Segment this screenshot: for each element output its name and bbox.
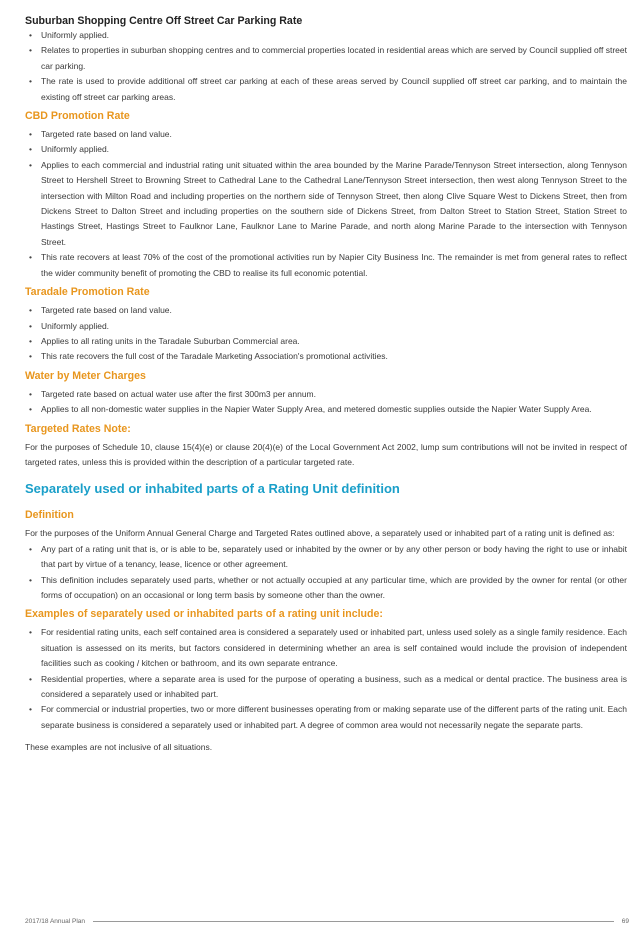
water-heading: Water by Meter Charges	[25, 369, 146, 382]
definition-heading: Definition	[25, 509, 74, 522]
suburban-list	[25, 28, 627, 105]
list-item: • This definition includes separately used parts, whether or not actually occupied at any particular time, which are provided by the owner for rental (or other forms of occupation) on an occasional or long term basis by someone other than the owner.	[25, 573, 627, 604]
list-item: • Uniformly applied.	[25, 319, 627, 334]
list-item: • Relates to properties in suburban shopping centres and to commercial properties located in residential areas which are served by Council supplied off street car parking.	[25, 43, 627, 74]
water-list	[25, 387, 627, 418]
list-item: • Uniformly applied.	[25, 142, 627, 157]
list-item: • Any part of a rating unit that is, or is able to be, separately used or inhabited by the owner or by any other person or body having the right to use or inhabit that part by virtue of a tenancy, lease, licence or other agreement.	[25, 542, 627, 573]
list-item: • This rate recovers the full cost of the Taradale Marketing Association's promotional activities.	[25, 349, 627, 364]
document-page	[25, 14, 627, 756]
list-item: • Targeted rate based on actual water use after the first 300m3 per annum.	[25, 387, 627, 402]
definition-intro: For the purposes of the Uniform Annual General Charge and Targeted Rates outlined above, a separately used or inhabited part of a rating unit is defined as:	[25, 528, 615, 539]
definition-list	[25, 542, 627, 604]
examples-heading: Examples of separately used or inhabited parts of a rating unit include:	[25, 608, 383, 621]
list-item: • Applies to all rating units in the Taradale Suburban Commercial area.	[25, 334, 627, 349]
taradale-list	[25, 303, 627, 365]
footer-rule	[93, 921, 614, 922]
section-title: Separately used or inhabited parts of a Rating Unit definition	[25, 481, 400, 497]
cbd-list	[25, 127, 627, 281]
list-item: • Applies to all non-domestic water supplies in the Napier Water Supply Area, and metered domestic supplies outside the Napier Water Supply Area.	[25, 402, 627, 417]
targeted-rates-note-text: For the purposes of Schedule 10, clause 15(4)(e) or clause 20(4)(e) of the Local Government Act 2002, lump sum contributions will not be invited in respect of targeted rates, unless this is provided within the description of a particular targeted rate.	[25, 441, 627, 467]
targeted-rates-note-heading: Targeted Rates Note:	[25, 422, 131, 435]
list-item: • This rate recovers at least 70% of the cost of the promotional activities run by Napier City Business Inc. The remainder is met from general rates to reflect the wider community benefit of promoting the CBD to realise its full economic potential.	[25, 250, 627, 281]
examples-closing: These examples are not inclusive of all situations.	[25, 742, 213, 753]
cbd-heading: CBD Promotion Rate	[25, 110, 130, 123]
page-footer	[25, 915, 629, 927]
examples-list	[25, 625, 627, 733]
page-number: 69	[621, 917, 629, 925]
list-item: • For commercial or industrial properties, two or more different businesses operating from or making separate use of the different parts of the rating unit. Each separate business is considered a separately used or inhabited part. A degree of common area would not necessarily negate the separate parts.	[25, 702, 627, 733]
list-item: • For residential rating units, each self contained area is considered a separately used or inhabited part, unless used solely as a single family residence. Each situation is assessed on its merits, but factors considered in determining whether an area is self contained would include the provision of independent facilities such as cooking / kitchen or bathroom, and its own separate entrance.	[25, 625, 627, 671]
taradale-heading: Taradale Promotion Rate	[25, 286, 150, 299]
footer-document-title: 2017/18 Annual Plan	[25, 917, 85, 925]
list-item: • Uniformly applied.	[25, 28, 627, 43]
list-item: • Residential properties, where a separate area is used for the purpose of operating a business, such as a medical or dental practice. The business area is considered a separately used or inhabited part.	[25, 672, 627, 703]
list-item: • Targeted rate based on land value.	[25, 127, 627, 142]
list-item: • The rate is used to provide additional off street car parking at each of these areas served by Council supplied off street car parking, and to maintain the existing off street car parking areas.	[25, 74, 627, 105]
list-item: • Applies to each commercial and industrial rating unit situated within the area bounded by the Marine Parade/Tennyson Street intersection, along Tennyson Street to Hershell Street to Browning Street to Cathedral Lane to the Cathedral Lane/Tennyson Street intersection, then west along Tennyson Street to the intersection with Milton Road and including properties on the northern side of Tennyson Street, then along Clive Square West to Dickens Street, then from Dickens Street to Dalton Street and including properties on the southern side of Dickens Street, from Dalton Street to Station Street, Station Street to Hastings Street, Hastings Street to Faulknor Lane, Faulknor Lane to Marine Parade, and north along Marine Parade to the intersection with Tennyson Street.	[25, 158, 627, 250]
suburban-heading: Suburban Shopping Centre Off Street Car Parking Rate	[25, 15, 303, 27]
list-item: • Targeted rate based on land value.	[25, 303, 627, 318]
